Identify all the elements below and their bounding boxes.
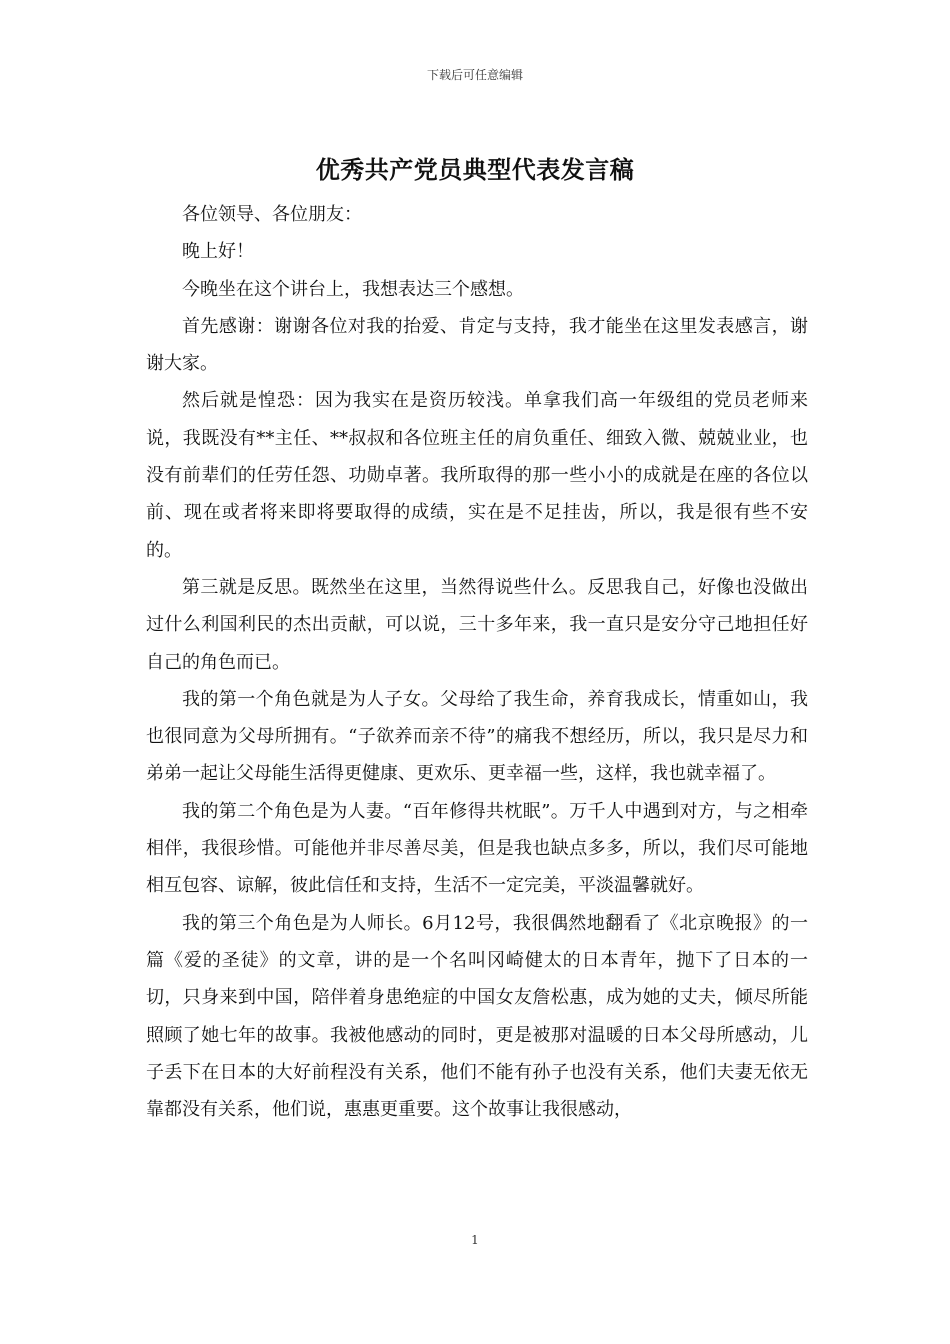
paragraph-salutation: 晚上好！	[182, 241, 254, 263]
paragraph-role-wife: 我的第二个角色是为人妻。“百年修得共枕眠”。万千人中遇到对方，与之相牵相伴，我很珍惜。可能他并非尽善尽美，但是我也缺点多多，所以，我们尽可能地相互包容、谅解，彼此信任和支持，生活不一定完美，平淡温馨就好。	[146, 800, 808, 897]
document-title: 优秀共产党员典型代表发言稿	[315, 155, 635, 184]
page-header: 下载后可任意编辑	[426, 68, 523, 82]
page-number: 1	[471, 1233, 479, 1247]
paragraph-anxiety: 然后就是惶恐：因为我实在是资历较浅。单拿我们高一年级组的党员老师来说，我既没有**主任、**叔叔和各位班主任的肩负重任、细致入微、兢兢业业，也没有前辈们的任劳任怨、功勋卓著。我所取得的那一些小小的成就是在座的各位以前、现在或者将来即将要取得的成绩，实在是不足挂齿，所以，我是很有些不安的。	[146, 390, 808, 561]
paragraph-role-teacher: 我的第三个角色是为人师长。6月12号，我很偶然地翻看了《北京晚报》的一篇《爱的圣徒》的文章，讲的是一个名叫冈崎健太的日本青年，抛下了日本的一切，只身来到中国，陪伴着身患绝症的中国女友詹松惠，成为她的丈夫，倾尽所能照顾了她七年的故事。我被他感动的同时，更是被那对温暖的日本父母所感动，儿子丢下在日本的大好前程没有关系，他们不能有孙子也没有关系，他们夫妻无依无靠都没有关系，他们说，惠惠更重要。这个故事让我很感动，	[146, 912, 808, 1121]
paragraph-reflection: 第三就是反思。既然坐在这里，当然得说些什么。反思我自己，好像也没做出过什么利国利民的杰出贡献，可以说，三十多年来，我一直只是安分守己地担任好自己的角色而已。	[146, 576, 808, 673]
paragraph-greeting: 各位领导、各位朋友：	[182, 204, 362, 225]
paragraph-thanks: 首先感谢：谢谢各位对我的抬爱、肯定与支持，我才能坐在这里发表感言，谢谢大家。	[146, 315, 808, 375]
paragraph-intro: 今晚坐在这个讲台上，我想表达三个感想。	[182, 278, 524, 300]
document-body	[146, 196, 808, 1128]
paragraph-role-child: 我的第一个角色就是为人子女。父母给了我生命，养育我成长，情重如山，我也很同意为父母所拥有。“子欲养而亲不待”的痛我不想经历，所以，我只是尽力和弟弟一起让父母能生活得更健康、更欢乐、更幸福一些，这样，我也就幸福了。	[146, 688, 808, 785]
